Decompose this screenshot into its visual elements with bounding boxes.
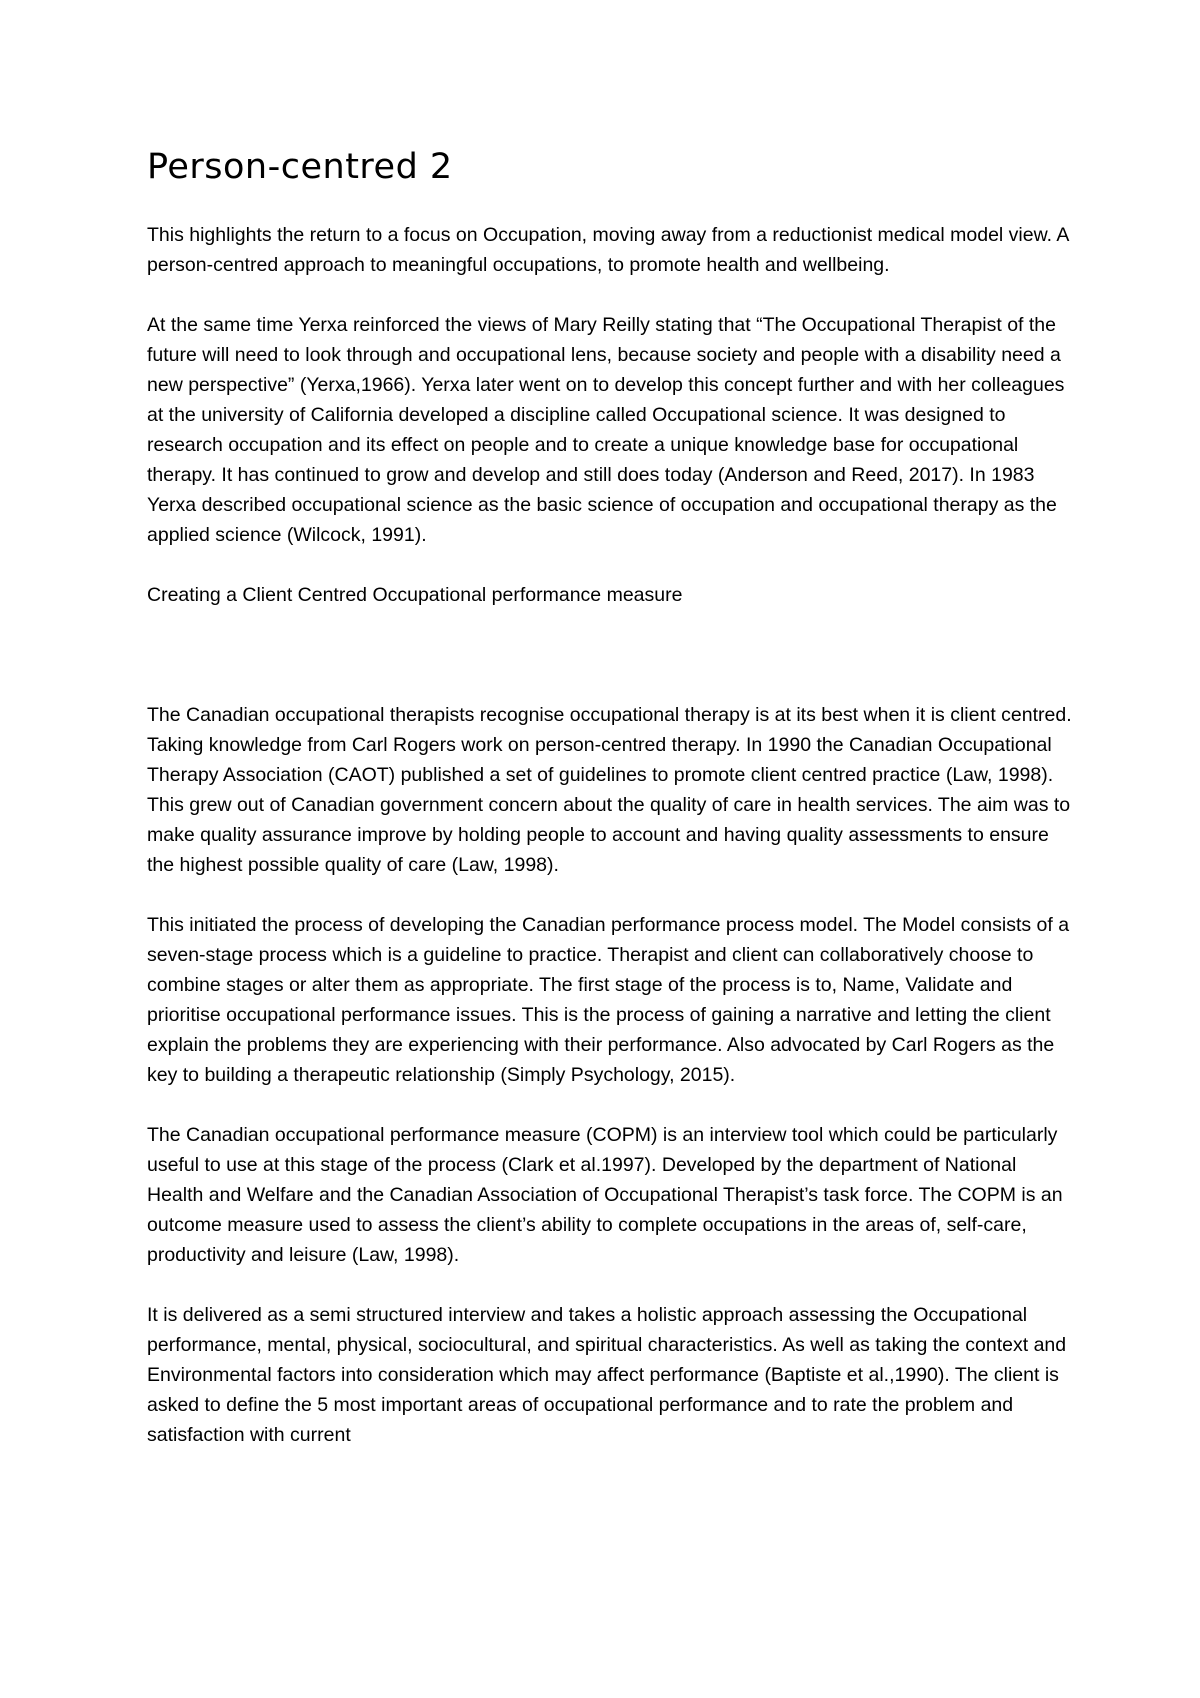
document-body	[147, 144, 1077, 1480]
paragraph-copm-tool: The Canadian occupational performance measure (COPM) is an interview tool which could be particularly useful to use at this stage of the process (Clark et al.1997). Developed by the department of National Health and Welfare and the Canadian Association of Occupational Therapist’s task force. The COPM is an outcome measure used to assess the client’s ability to complete occupations in the areas of, self-care, productivity and leisure (Law, 1998).	[147, 1124, 1063, 1266]
paragraph-intro: This highlights the return to a focus on Occupation, moving away from a reductionist medical model view. A person-centred approach to meaningful occupations, to promote health and wellbeing.	[147, 224, 1069, 276]
page-title: Person-centred 2	[147, 147, 453, 187]
paragraph-process-model: This initiated the process of developing the Canadian performance process model. The Model consists of a seven-stage process which is a guideline to practice. Therapist and client can collaboratively choose to combine stages or alter them as appropriate. The first stage of the process is to, Name, Validate and prioritise occupational performance issues. This is the process of gaining a narrative and letting the client explain the problems they are experiencing with their performance. Also advocated by Carl Rogers as the key to building a therapeutic relationship (Simply Psychology, 2015).	[147, 914, 1070, 1086]
paragraph-yerxa: At the same time Yerxa reinforced the views of Mary Reilly stating that “The Occupational Therapist of the future will need to look through and occupational lens, because society and people with a disability need a new perspective” (Yerxa,1966). Yerxa later went on to develop this concept further and with her colleagues at the university of California developed a discipline called Occupational science. It was designed to research occupation and its effect on people and to create a unique knowledge base for occupational therapy. It has continued to grow and develop and still does today (Anderson and Reed, 2017). In 1983 Yerxa described occupational science as the basic science of occupation and occupational therapy as the applied science (Wilcock, 1991).	[147, 314, 1065, 546]
section-heading-copm: Creating a Client Centred Occupational performance measure	[147, 584, 683, 606]
paragraph-canadian-therapists: The Canadian occupational therapists recognise occupational therapy is at its best when it is client centred. Taking knowledge from Carl Rogers work on person-centred therapy. In 1990 the Canadian Occupational Therapy Association (CAOT) published a set of guidelines to promote client centred practice (Law, 1998). This grew out of Canadian government concern about the quality of care in health services. The aim was to make quality assurance improve by holding people to account and having quality assessments to ensure the highest possible quality of care (Law, 1998).	[147, 704, 1072, 876]
paragraph-interview: It is delivered as a semi structured interview and takes a holistic approach assessing the Occupational performance, mental, physical, sociocultural, and spiritual characteristics. As well as taking the context and Environmental factors into consideration which may affect performance (Baptiste et al.,1990). The client is asked to define the 5 most important areas of occupational performance and to rate the problem and satisfaction with current	[147, 1304, 1067, 1446]
